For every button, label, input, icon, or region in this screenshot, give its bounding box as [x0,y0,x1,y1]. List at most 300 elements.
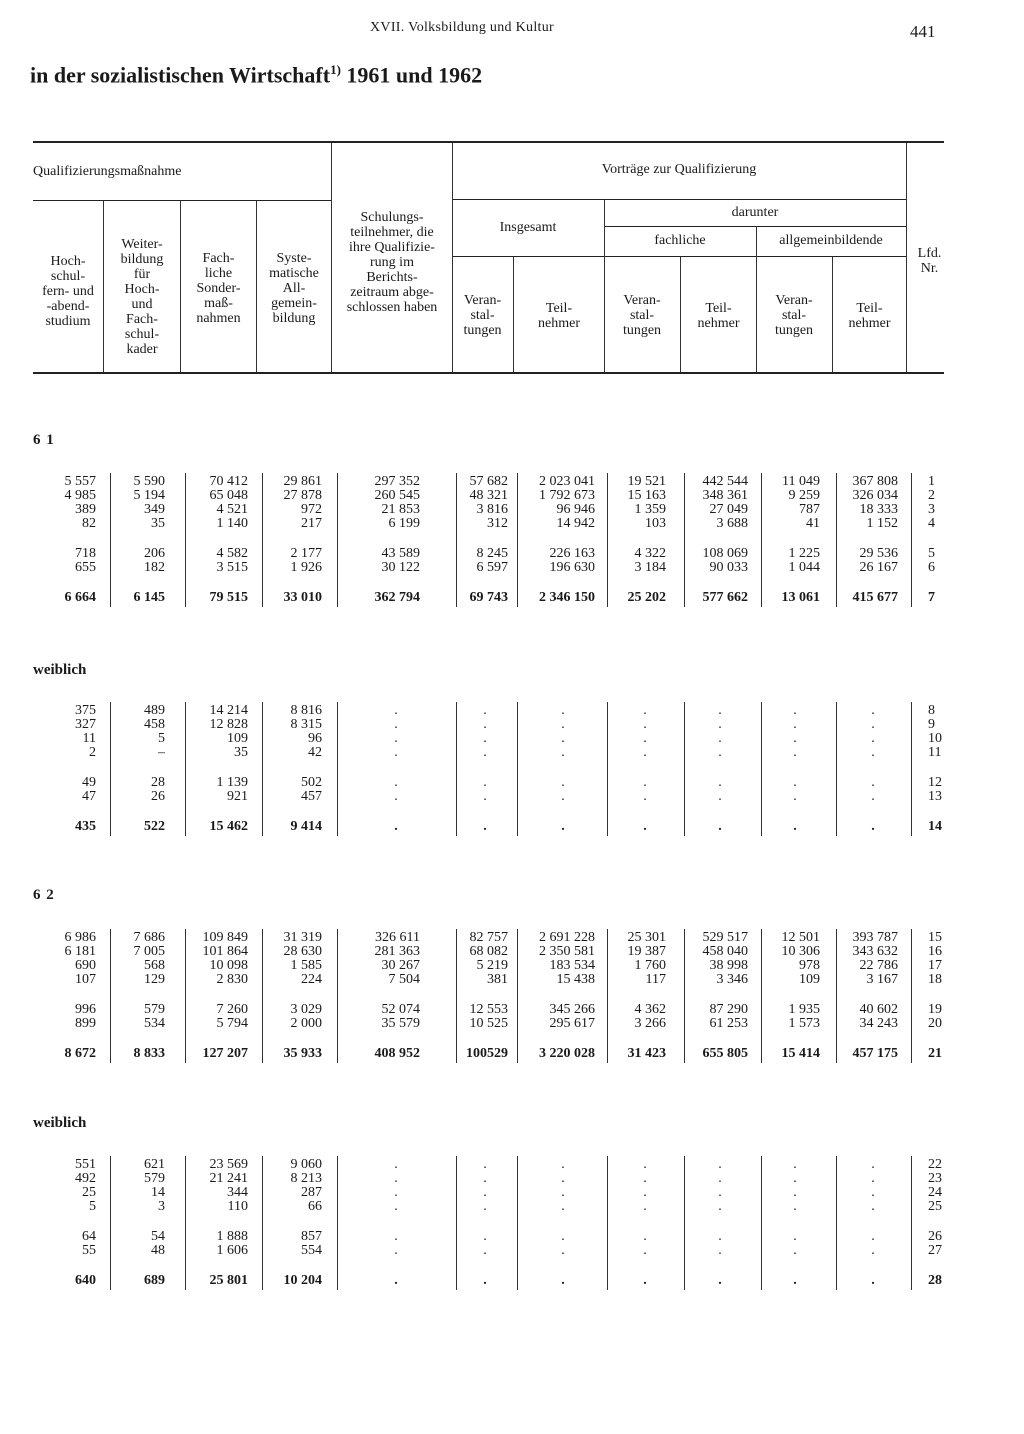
table-cell: . [483,745,487,760]
table-cell: 326 034 [852,488,898,503]
table-cell: 689 [144,1273,165,1288]
row-number: 18 [928,972,942,987]
table-top-rule [33,141,944,143]
table-cell: . [793,745,797,760]
table-cell: 96 [308,731,322,746]
table-row [0,718,1024,732]
section-label: 6 1 [33,432,55,448]
table-cell: 108 069 [702,546,748,561]
table-cell: . [793,1199,797,1214]
table-cell: . [871,1229,875,1244]
table-cell: . [483,1171,487,1186]
row-number: 22 [928,1157,942,1172]
table-cell: . [793,731,797,746]
table-cell: 9 414 [290,819,322,834]
table-cell: 103 [645,516,666,531]
table-cell: . [561,1273,565,1288]
table-cell: 27 878 [283,488,322,503]
table-cell: 19 521 [627,474,666,489]
table-cell: 349 [144,502,165,517]
table-cell: 25 [82,1185,96,1200]
table-cell: 54 [151,1229,165,1244]
table-cell: 19 387 [627,944,666,959]
section-label: 6 2 [33,887,55,903]
row-number: 26 [928,1229,942,1244]
table-cell: . [483,703,487,718]
table-cell: . [871,1199,875,1214]
table-cell: . [561,731,565,746]
table-cell: 415 677 [852,590,898,605]
table-cell: – [158,745,165,760]
table-cell: 1 140 [216,516,248,531]
table-cell: 109 [799,972,820,987]
table-cell: 31 319 [283,930,322,945]
table-cell: 8 213 [290,1171,322,1186]
table-cell: 1 573 [788,1016,820,1031]
table-cell: . [793,717,797,732]
table-cell: 30 267 [381,958,420,973]
table-row [0,776,1024,790]
table-cell: . [394,1171,398,1186]
table-cell: 41 [806,516,820,531]
table-cell: . [793,1185,797,1200]
table-cell: . [643,819,647,834]
table-cell: 568 [144,958,165,973]
table-cell: 82 757 [469,930,508,945]
table-cell: 899 [75,1016,96,1031]
row-number: 27 [928,1243,942,1258]
table-cell: 12 501 [781,930,820,945]
table-cell: 6 597 [476,560,508,575]
header-veranstaltungen-fachlich: Veran- stal- tungen [622,293,662,338]
table-cell: 11 049 [782,474,820,489]
table-cell: 1 760 [634,958,666,973]
table-cell: 3 167 [866,972,898,987]
table-cell: 972 [301,502,322,517]
page-title [30,62,482,88]
table-cell: 196 630 [549,560,595,575]
table-cell: . [793,1171,797,1186]
table-cell: . [483,1229,487,1244]
table-row [0,561,1024,575]
table-cell: 4 582 [216,546,248,561]
row-number: 10 [928,731,942,746]
table-cell: 35 579 [381,1016,420,1031]
table-cell: 69 743 [469,590,508,605]
header-veranstaltungen-insgesamt: Veran- stal- tungen [463,293,502,338]
table-cell: 1 585 [290,958,322,973]
table-cell: 327 [75,717,96,732]
table-cell: . [793,819,797,834]
row-number: 5 [928,546,935,561]
table-cell: . [718,1185,722,1200]
table-cell: 90 033 [709,560,748,575]
table-cell: 43 589 [381,546,420,561]
table-cell: . [483,789,487,804]
table-cell: 5 794 [216,1016,248,1031]
table-cell: . [394,775,398,790]
table-cell: . [394,1243,398,1258]
table-cell: 260 545 [374,488,420,503]
table-cell: 381 [487,972,508,987]
table-cell: 6 986 [64,930,96,945]
table-cell: 6 664 [64,590,96,605]
table-cell: . [871,775,875,790]
table-row [0,973,1024,987]
table-cell: . [394,1273,398,1288]
table-cell: 718 [75,546,96,561]
table-cell: 2 691 228 [539,930,595,945]
table-cell: 295 617 [549,1016,595,1031]
header-lfd-nr: Lfd. Nr. [917,246,942,276]
table-cell: 554 [301,1243,322,1258]
table-cell: 25 202 [627,590,666,605]
header-schulung: Schulungs- teilnehmer, die ihre Qualifizie- rung im Berichts- zeitraum abge- schlossen haben [346,210,438,315]
header-allgemeinbildende: allgemeinbildende [779,233,883,248]
table-cell: 15 438 [556,972,595,987]
table-cell: 15 414 [781,1046,820,1061]
table-row [0,704,1024,718]
table-cell: 787 [799,502,820,517]
table-cell: 1 606 [216,1243,248,1258]
table-cell: 21 241 [209,1171,248,1186]
table-cell: . [871,1157,875,1172]
title-footnote: 1) [330,62,341,77]
table-cell: 117 [645,972,666,987]
table-cell: 61 253 [709,1016,748,1031]
table-cell: 857 [301,1229,322,1244]
table-cell: 25 801 [209,1273,248,1288]
table-cell: 8 315 [290,717,322,732]
table-cell: 100529 [466,1046,508,1061]
table-cell: 3 688 [716,516,748,531]
table-cell: 1 792 673 [539,488,595,503]
table-cell: 921 [227,789,248,804]
table-cell: . [394,1229,398,1244]
row-number: 15 [928,930,942,945]
table-cell: 14 214 [209,703,248,718]
table-total-row [0,820,1024,834]
table-cell: 502 [301,775,322,790]
table-cell: 435 [75,819,96,834]
header-rule-qualifizierung [33,200,331,201]
table-cell: 5 219 [476,958,508,973]
table-cell: . [561,1229,565,1244]
table-cell: 7 504 [388,972,420,987]
table-cell: 7 686 [133,930,165,945]
table-cell: 110 [227,1199,248,1214]
table-cell: 577 662 [702,590,748,605]
row-number: 16 [928,944,942,959]
table-cell: 70 412 [209,474,248,489]
table-cell: . [561,1199,565,1214]
table-cell: 5 590 [133,474,165,489]
table-cell: . [643,1157,647,1172]
row-number: 3 [928,502,935,517]
table-cell: 2 177 [290,546,322,561]
table-cell: 12 553 [469,1002,508,1017]
row-number: 17 [928,958,942,973]
table-cell: 2 [89,745,96,760]
row-number: 19 [928,1002,942,1017]
table-row [0,959,1024,973]
table-cell: 287 [301,1185,322,1200]
table-cell: 579 [144,1002,165,1017]
table-cell: 13 061 [781,590,820,605]
table-cell: 18 333 [859,502,898,517]
table-cell: 26 167 [859,560,898,575]
table-cell: 49 [82,775,96,790]
table-cell: 33 010 [283,590,322,605]
table-cell: . [793,703,797,718]
table-cell: . [483,1157,487,1172]
table-row [0,746,1024,760]
table-cell: 551 [75,1157,96,1172]
row-number: 13 [928,789,942,804]
table-cell: 57 682 [469,474,508,489]
table-cell: 5 557 [64,474,96,489]
table-cell: 4 985 [64,488,96,503]
table-cell: . [561,717,565,732]
table-row [0,489,1024,503]
table-cell: . [394,1185,398,1200]
table-cell: 3 515 [216,560,248,575]
header-insgesamt: Insgesamt [499,220,557,235]
table-cell: 5 194 [133,488,165,503]
table-cell: . [718,789,722,804]
table-cell: 489 [144,703,165,718]
table-row [0,732,1024,746]
table-cell: . [394,745,398,760]
table-cell: 4 362 [634,1002,666,1017]
table-cell: 127 207 [202,1046,248,1061]
chapter-heading: XVII. Volksbildung und Kultur [370,20,554,35]
table-cell: . [483,1243,487,1258]
row-number: 6 [928,560,935,575]
table-cell: . [643,1273,647,1288]
table-cell: . [793,1273,797,1288]
table-cell: . [483,1185,487,1200]
header-fachliche-sonder: Fach- liche Sonder- maß- nahmen [196,251,241,326]
table-cell: 655 805 [702,1046,748,1061]
header-darunter: darunter [731,205,779,220]
table-cell: . [871,1171,875,1186]
table-cell: 107 [75,972,96,987]
table-cell: 25 301 [627,930,666,945]
row-number: 1 [928,474,935,489]
row-number: 23 [928,1171,942,1186]
table-row [0,1017,1024,1031]
table-cell: 2 346 150 [539,590,595,605]
table-row [0,1244,1024,1258]
table-cell: 442 544 [702,474,748,489]
table-cell: . [793,775,797,790]
table-cell: 52 074 [381,1002,420,1017]
table-cell: 96 946 [556,502,595,517]
table-cell: . [643,1243,647,1258]
row-number: 4 [928,516,935,531]
table-cell: . [394,1157,398,1172]
table-cell: . [718,1157,722,1172]
row-number: 7 [928,590,935,605]
table-cell: 109 [227,731,248,746]
row-number: 20 [928,1016,942,1031]
table-cell: 522 [144,819,165,834]
table-cell: . [483,731,487,746]
table-cell: . [483,1273,487,1288]
table-cell: . [718,775,722,790]
table-cell: . [561,789,565,804]
header-bottom-rule [33,372,944,374]
table-cell: . [561,745,565,760]
table-cell: 27 049 [709,502,748,517]
table-cell: 47 [82,789,96,804]
table-cell: 996 [75,1002,96,1017]
table-cell: 1 139 [216,775,248,790]
table-cell: . [643,1199,647,1214]
page-number: 441 [910,22,936,41]
table-cell: . [871,1273,875,1288]
table-row [0,1230,1024,1244]
table-cell: . [718,731,722,746]
table-cell: 389 [75,502,96,517]
table-cell: 8 672 [64,1046,96,1061]
table-cell: 109 849 [202,930,248,945]
table-cell: . [483,775,487,790]
row-number: 9 [928,717,935,732]
table-cell: 28 [151,775,165,790]
table-cell: 7 005 [133,944,165,959]
table-cell: . [718,717,722,732]
table-cell: 2 000 [290,1016,322,1031]
table-cell: 8 245 [476,546,508,561]
table-cell: 68 082 [469,944,508,959]
table-cell: 29 536 [859,546,898,561]
table-cell: 55 [82,1243,96,1258]
table-cell: 457 [301,789,322,804]
table-row [0,1003,1024,1017]
table-cell: 655 [75,560,96,575]
table-cell: . [793,1157,797,1172]
table-cell: 10 306 [781,944,820,959]
table-cell: 31 423 [627,1046,666,1061]
table-cell: 457 175 [852,1046,898,1061]
row-number: 24 [928,1185,942,1200]
header-systematische: Syste- matische All- gemein- bildung [269,251,319,326]
table-cell: 26 [151,789,165,804]
table-cell: 7 260 [216,1002,248,1017]
table-cell: 348 361 [702,488,748,503]
table-cell: . [871,731,875,746]
table-cell: 64 [82,1229,96,1244]
table-cell: 79 515 [209,590,248,605]
header-rule-darunter [604,226,906,227]
table-cell: . [561,819,565,834]
table-cell: 226 163 [549,546,595,561]
table-row [0,945,1024,959]
table-cell: 206 [144,546,165,561]
table-cell: 344 [227,1185,248,1200]
table-row [0,517,1024,531]
table-cell: 529 517 [702,930,748,945]
table-cell: 1 152 [866,516,898,531]
table-cell: . [718,1243,722,1258]
table-cell: . [561,1157,565,1172]
table-cell: 10 525 [469,1016,508,1031]
table-cell: 15 462 [209,819,248,834]
table-cell: 65 048 [209,488,248,503]
table-cell: 343 632 [852,944,898,959]
header-veranstaltungen-allgemein: Veran- stal- tungen [774,293,814,338]
table-cell: . [718,1229,722,1244]
table-cell: 9 060 [290,1157,322,1172]
row-number: 8 [928,703,935,718]
table-cell: 3 220 028 [539,1046,595,1061]
row-number: 2 [928,488,935,503]
table-cell: . [718,1199,722,1214]
table-cell: . [643,1171,647,1186]
table-cell: . [394,1199,398,1214]
section-label: weiblich [33,662,87,678]
table-cell: . [483,819,487,834]
table-cell: . [871,789,875,804]
table-cell: 2 830 [216,972,248,987]
table-row [0,931,1024,945]
table-cell: 15 163 [627,488,666,503]
section-label: weiblich [33,1115,87,1131]
table-cell: 579 [144,1171,165,1186]
table-cell: . [793,1229,797,1244]
row-number: 25 [928,1199,942,1214]
table-cell: . [871,717,875,732]
table-cell: 408 952 [374,1046,420,1061]
table-cell: 48 [151,1243,165,1258]
table-cell: 5 [158,731,165,746]
table-cell: 42 [308,745,322,760]
table-cell: . [871,703,875,718]
table-row [0,1186,1024,1200]
table-cell: . [643,745,647,760]
table-cell: . [394,717,398,732]
title-years: 1961 und 1962 [346,62,483,88]
table-cell: 6 199 [388,516,420,531]
table-cell: . [643,1229,647,1244]
table-row [0,1200,1024,1214]
row-number: 21 [928,1046,942,1061]
table-cell: . [394,819,398,834]
table-cell: . [643,1185,647,1200]
table-cell: 312 [487,516,508,531]
table-cell: . [718,819,722,834]
table-cell: . [643,717,647,732]
table-cell: 48 321 [469,488,508,503]
table-cell: 11 [82,731,96,746]
table-cell: 3 184 [634,560,666,575]
table-cell: 29 861 [283,474,322,489]
table-cell: 345 266 [549,1002,595,1017]
table-cell: . [643,731,647,746]
table-cell: 393 787 [852,930,898,945]
table-cell: . [394,789,398,804]
table-cell: . [561,1243,565,1258]
table-cell: . [643,775,647,790]
table-row [0,503,1024,517]
header-rule-subcols [452,256,906,257]
table-cell: 375 [75,703,96,718]
table-cell: 362 794 [374,590,420,605]
table-cell: 621 [144,1157,165,1172]
table-cell: 6 145 [133,590,165,605]
